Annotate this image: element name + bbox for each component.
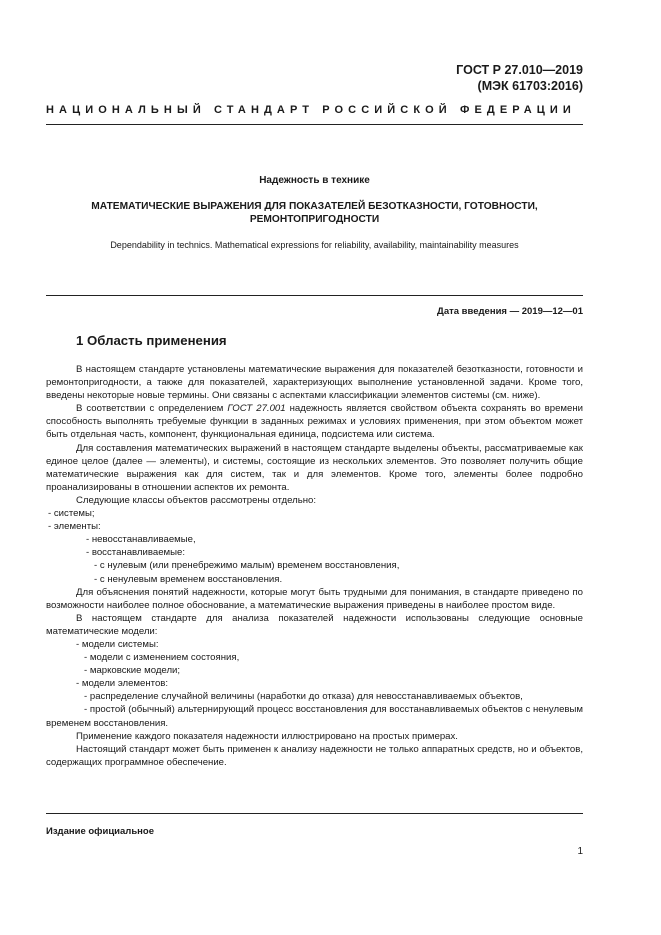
official-edition-label: Издание официальное: [46, 826, 154, 837]
header-divider: [46, 124, 583, 125]
footer-divider: [46, 813, 583, 814]
paragraph: В настоящем стандарте для анализа показателей надежности использованы следующие основные математические модели:: [46, 612, 583, 637]
standard-reference: ГОСТ 27.001: [227, 403, 286, 415]
document-subject: Надежность в технике: [259, 175, 370, 186]
title-line-1: МАТЕМАТИЧЕСКИЕ ВЫРАЖЕНИЯ ДЛЯ ПОКАЗАТЕЛЕЙ БЕЗОТКАЗНОСТИ, ГОТОВНОСТИ,: [91, 201, 538, 212]
list-item: - модели с изменением состояния,: [84, 652, 240, 664]
paragraph: Для объяснения понятий надежности, которые могут быть трудными для понимания, в стандарте приведено по возможности наиболее полное обоснование, а математические выражения приведены в наиболее простом виде.: [46, 586, 583, 611]
paragraph: Применение каждого показателя надежности иллюстрировано на простых примерах.: [76, 730, 458, 742]
list-item: - элементы:: [48, 521, 101, 533]
paragraph-text: надежность является свойством объекта сохранять во времени способность выполнять требуемые функции в заданных режимах и условиях применения, при этом объектом может быть отдельная часть, компонент, функциональная единица, подсистема или система.: [46, 403, 584, 441]
standard-designation: [456, 62, 583, 94]
list-item: - модели элементов:: [76, 678, 169, 690]
list-item: - модели системы:: [76, 638, 159, 650]
list-item: - системы;: [48, 508, 95, 520]
paragraph: [46, 402, 583, 441]
designation-iec: (МЭК 61703:2016): [477, 79, 583, 93]
list-item: - невосстанавливаемые,: [86, 534, 196, 546]
paragraph-text: В соответствии с определением: [76, 403, 228, 415]
title-line-2: РЕМОНТОПРИГОДНОСТИ: [249, 214, 380, 225]
list-item: - распределение случайной величины (наработки до отказа) для невосстанавливаемых объектов,: [84, 691, 523, 703]
list-item: - с ненулевым временем восстановления.: [94, 573, 283, 585]
paragraph: Следующие классы объектов рассмотрены отдельно:: [76, 494, 317, 506]
section-heading: 1 Область применения: [76, 333, 227, 348]
introduction-date: Дата введения — 2019—12—01: [437, 306, 583, 317]
paragraph: Для составления математических выражений в настоящем стандарте выделены объекты, рассматриваемые как единое целое (далее — элементы), и системы, состоящие из нескольких элементов. Это позволяет получить общие математические выражения как для систем, так и для элементов. Кроме того, элементы более подробно проанализированы в отношении аспектов их ремонта.: [46, 442, 583, 493]
list-item: - марковские модели;: [84, 665, 181, 677]
document-title: [46, 200, 583, 226]
paragraph: В настоящем стандарте установлены математические выражения для показателей безотказности, готовности и ремонтопригодности, а также для показателей, характеризующих выполнение установленной задачи. Кроме того, введены некоторые новые термины. Они связаны с аспектами классификации элементов системы (см. ниже).: [46, 364, 583, 402]
section-body: [46, 363, 583, 769]
document-title-english: Dependability in technics. Mathematical expressions for reliability, availability, maintainability measures: [110, 240, 519, 250]
list-item: - простой (обычный) альтернирующий процесс восстановления для восстанавливаемых объектов с ненулевым временем восстановления.: [46, 704, 583, 729]
list-item: - восстанавливаемые:: [86, 547, 186, 559]
page-number: 1: [577, 846, 583, 857]
list-item: - с нулевым (или пренебрежимо малым) временем восстановления,: [94, 560, 400, 572]
title-divider: [46, 295, 583, 296]
standard-type-header: НАЦИОНАЛЬНЫЙ СТАНДАРТ РОССИЙСКОЙ ФЕДЕРАЦИИ: [46, 104, 576, 116]
paragraph: Настоящий стандарт может быть применен к анализу надежности не только аппаратных средств, но и объектов, содержащих программное обеспечение.: [46, 743, 583, 768]
designation-number: ГОСТ Р 27.010—2019: [456, 63, 583, 77]
